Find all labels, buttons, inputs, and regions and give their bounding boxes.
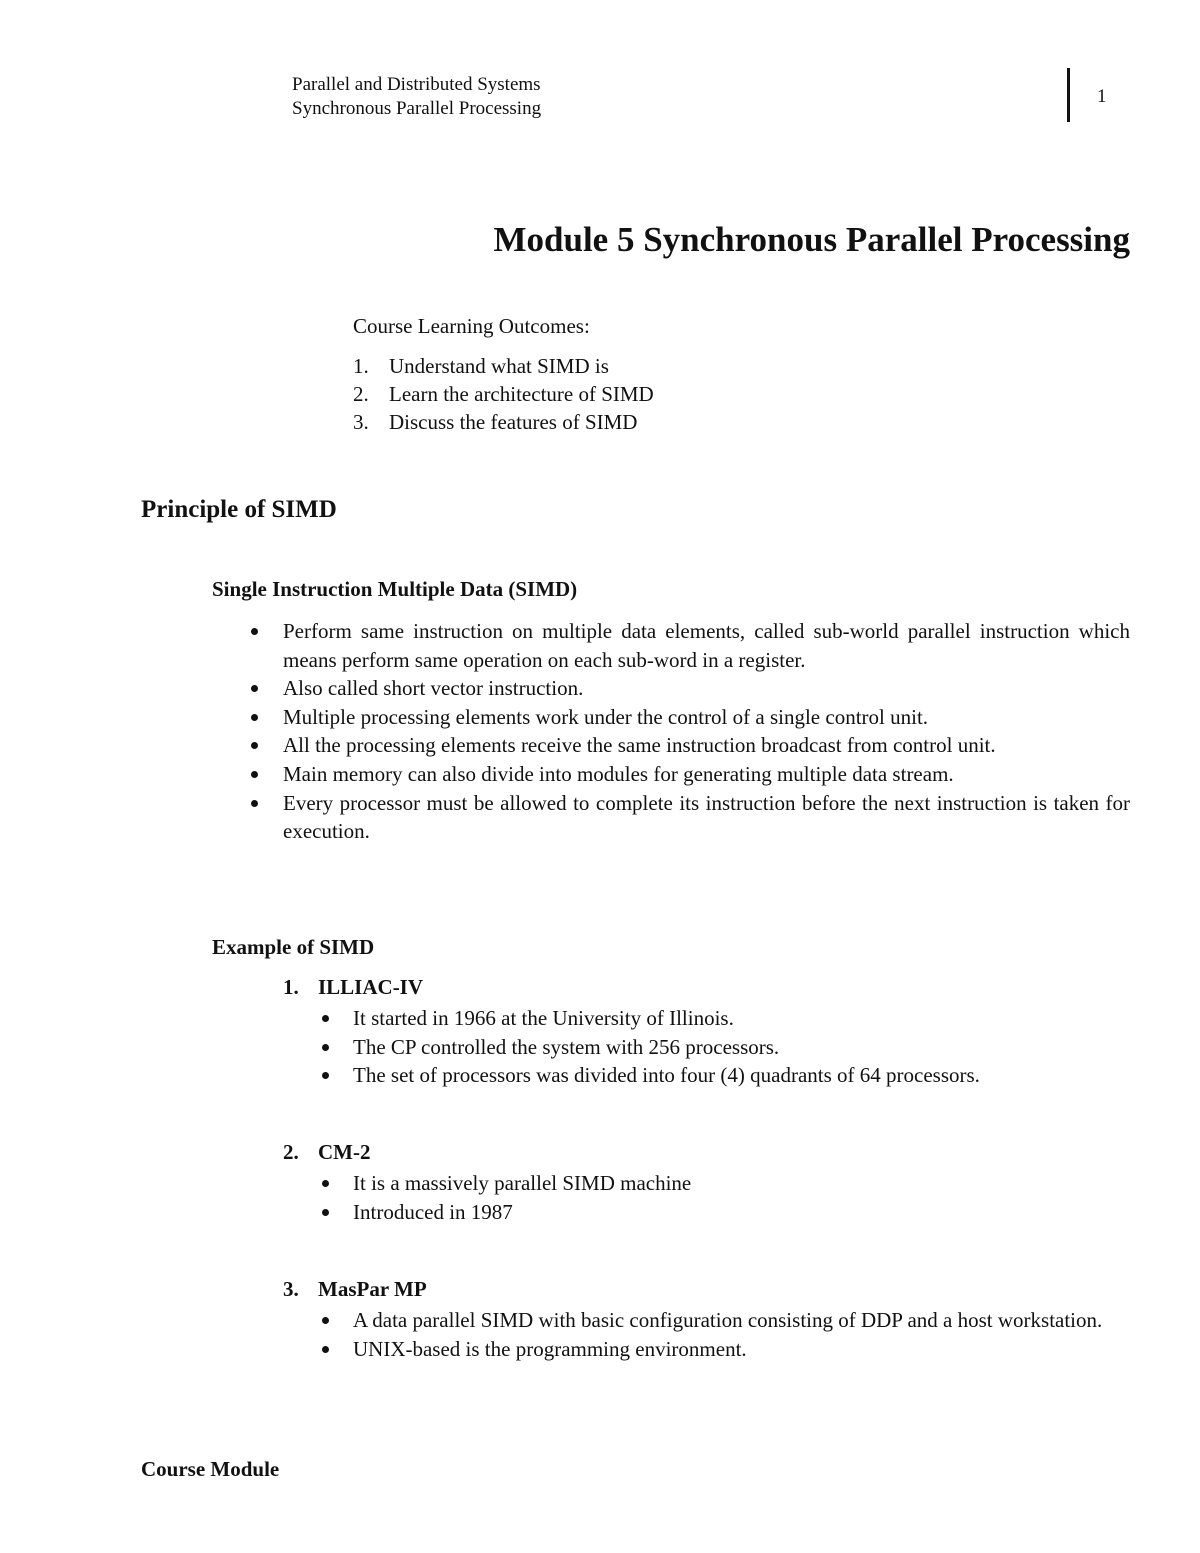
bullet-item: The CP controlled the system with 256 processors. xyxy=(353,1033,1130,1062)
example-bullets xyxy=(353,1306,1130,1363)
section-heading: Principle of SIMD xyxy=(141,496,337,523)
example-title xyxy=(283,975,423,1000)
bullet-item: Main memory can also divide into modules for generating multiple data stream. xyxy=(283,760,1130,789)
bullet-item: Every processor must be allowed to complete its instruction before the next instruction is taken for execution. xyxy=(283,789,1130,846)
example-name: ILLIAC-IV xyxy=(318,975,424,999)
bullet-item: A data parallel SIMD with basic configuration consisting of DDP and a host workstation. xyxy=(353,1306,1130,1335)
example-bullets xyxy=(353,1169,1130,1226)
example-title xyxy=(283,1277,427,1302)
bullet-item: It is a massively parallel SIMD machine xyxy=(353,1169,1130,1198)
running-header xyxy=(292,73,541,121)
outcome-item xyxy=(353,408,654,436)
outcome-item xyxy=(353,380,654,408)
bullet-item: It started in 1966 at the University of Illinois. xyxy=(353,1004,1130,1033)
outcome-item xyxy=(353,352,654,380)
example-name: MasPar MP xyxy=(318,1277,427,1301)
page-title: Module 5 Synchronous Parallel Processing xyxy=(493,220,1130,259)
bullet-item: The set of processors was divided into four (4) quadrants of 64 processors. xyxy=(353,1061,1130,1090)
outcome-number: 2. xyxy=(353,382,369,406)
example-bullets xyxy=(353,1004,1130,1090)
header-course: Parallel and Distributed Systems xyxy=(292,74,541,95)
page-number: 1 xyxy=(1097,86,1107,107)
outcome-text: Learn the architecture of SIMD xyxy=(389,382,654,406)
example-name: CM-2 xyxy=(318,1140,371,1164)
simd-subheading: Single Instruction Multiple Data (SIMD) xyxy=(212,577,578,601)
bullet-item: Perform same instruction on multiple data elements, called sub-world parallel instruction which means perform same operation on each sub-word in a register. xyxy=(283,617,1130,674)
bullet-item: All the processing elements receive the same instruction broadcast from control unit. xyxy=(283,731,1130,760)
bullet-item: Introduced in 1987 xyxy=(353,1198,1130,1227)
example-number: 1. xyxy=(283,975,299,999)
header-topic: Synchronous Parallel Processing xyxy=(292,98,542,119)
example-title xyxy=(283,1140,370,1165)
bullet-item: Multiple processing elements work under the control of a single control unit. xyxy=(283,703,1130,732)
example-number: 2. xyxy=(283,1140,299,1164)
outcome-number: 3. xyxy=(353,410,369,434)
outcome-text: Discuss the features of SIMD xyxy=(389,410,638,434)
example-number: 3. xyxy=(283,1277,299,1301)
examples-heading: Example of SIMD xyxy=(212,935,375,959)
bullet-item: Also called short vector instruction. xyxy=(283,674,1130,703)
outcome-number: 1. xyxy=(353,354,369,378)
page-footer: Course Module xyxy=(141,1457,280,1481)
header-divider xyxy=(1067,68,1070,122)
bullet-item: UNIX-based is the programming environment. xyxy=(353,1335,1130,1364)
outcomes-heading: Course Learning Outcomes: xyxy=(353,314,590,338)
outcome-text: Understand what SIMD is xyxy=(389,354,609,378)
principle-bullets xyxy=(283,617,1130,846)
outcomes-list xyxy=(353,352,654,436)
